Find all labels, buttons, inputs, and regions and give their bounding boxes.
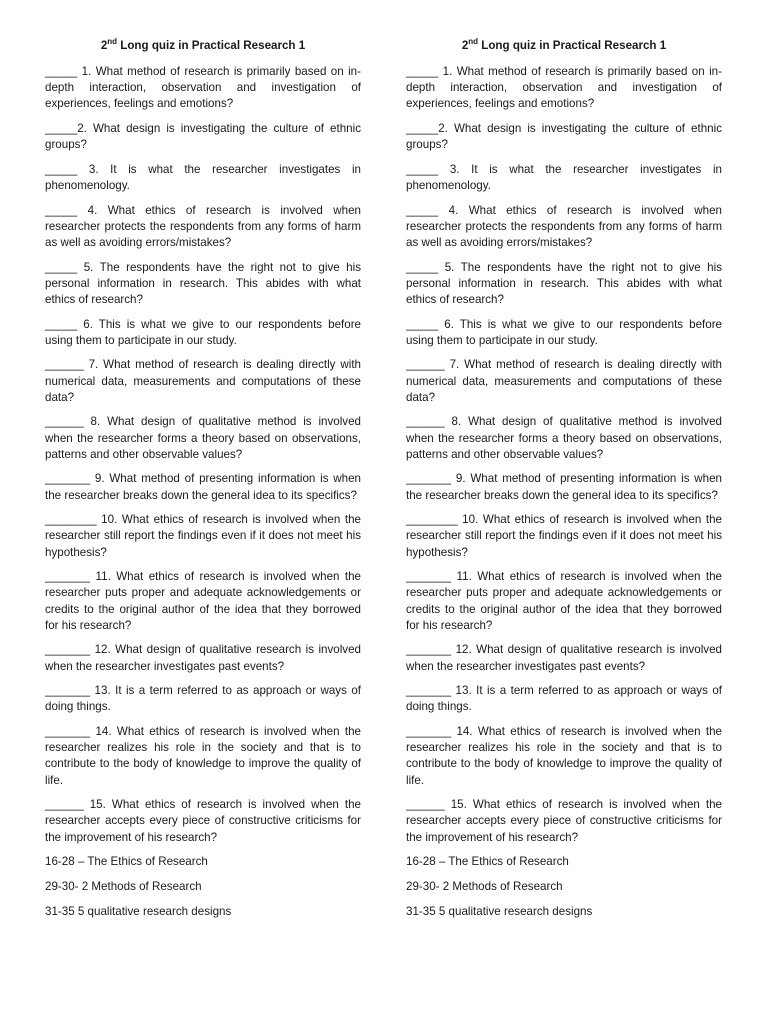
note-designs-range: 31-35 5 qualitative research designs: [45, 904, 232, 918]
question-13: _______ 13. It is a term referred to as approach or ways of doing things.: [406, 684, 722, 714]
question-14: _______ 14. What ethics of research is involved when the researcher realizes his role in the society and that is to contribute to the body of knowledge to improve the quality of life.: [45, 724, 361, 787]
question-2: _____2. What design is investigating the culture of ethnic groups?: [45, 122, 361, 152]
note-ethics-range: 16-28 – The Ethics of Research: [45, 855, 208, 869]
title-ordinal: 2: [100, 39, 108, 52]
question-5: _____ 5. The respondents have the right not to give his personal information in research. This abides with what ethics of research?: [406, 260, 722, 306]
note-ethics-range: 16-28 – The Ethics of Research: [406, 855, 569, 869]
question-10: ________ 10. What ethics of research is involved when the researcher still report the findings even if it does not meet his hypothesis?: [406, 513, 722, 559]
question-1: _____ 1. What method of research is primarily based on in-depth interaction, observation and investigation of experiences, feelings and emotions?: [406, 65, 722, 111]
quiz-title: [406, 38, 722, 56]
question-8: ______ 8. What design of qualitative method is involved when the researcher forms a theory based on observations, patterns and other observable values?: [45, 415, 361, 461]
question-12: _______ 12. What design of qualitative research is involved when the researcher investigates past events?: [45, 643, 361, 673]
quiz-copy-left: [45, 38, 361, 929]
quiz-title: [45, 38, 361, 56]
question-4: _____ 4. What ethics of research is involved when researcher protects the respondents from any forms of harm as well as avoiding errors/mistakes?: [45, 203, 361, 249]
question-4: _____ 4. What ethics of research is involved when researcher protects the respondents from any forms of harm as well as avoiding errors/mistakes?: [406, 203, 722, 249]
question-9: _______ 9. What method of presenting information is when the researcher breaks down the general idea to its specifics?: [45, 472, 361, 502]
title-ordinal-suffix: nd: [107, 37, 118, 47]
question-15: ______ 15. What ethics of research is involved when the researcher accepts every piece of constructive criticisms for the improvement of his research?: [406, 798, 722, 844]
title-ordinal: 2: [461, 39, 469, 52]
quiz-copy-right: [406, 38, 722, 929]
question-10: ________ 10. What ethics of research is involved when the researcher still report the findings even if it does not meet his hypothesis?: [45, 513, 361, 559]
question-3: _____ 3. It is what the researcher investigates in phenomenology.: [406, 162, 722, 192]
question-12: _______ 12. What design of qualitative research is involved when the researcher investigates past events?: [406, 643, 722, 673]
title-ordinal-suffix: nd: [468, 37, 479, 47]
question-9: _______ 9. What method of presenting information is when the researcher breaks down the general idea to its specifics?: [406, 472, 722, 502]
question-5: _____ 5. The respondents have the right not to give his personal information in research. This abides with what ethics of research?: [45, 260, 361, 306]
question-6: _____ 6. This is what we give to our respondents before using them to participate in our study.: [406, 317, 722, 347]
title-text: Long quiz in Practical Research 1: [117, 39, 306, 52]
question-3: _____ 3. It is what the researcher investigates in phenomenology.: [45, 162, 361, 192]
question-2: _____2. What design is investigating the culture of ethnic groups?: [406, 122, 722, 152]
note-methods-range: 29-30- 2 Methods of Research: [406, 880, 563, 894]
question-11: _______ 11. What ethics of research is involved when the researcher puts proper and adequate acknowledgements or credits to the original author of the idea that they borrowed for his research?: [406, 570, 722, 632]
title-text: Long quiz in Practical Research 1: [478, 39, 667, 52]
note-designs-range: 31-35 5 qualitative research designs: [406, 904, 593, 918]
question-1: _____ 1. What method of research is primarily based on in-depth interaction, observation and investigation of experiences, feelings and emotions?: [45, 65, 361, 111]
question-11: _______ 11. What ethics of research is involved when the researcher puts proper and adequate acknowledgements or credits to the original author of the idea that they borrowed for his research?: [45, 570, 361, 632]
question-8: ______ 8. What design of qualitative method is involved when the researcher forms a theory based on observations, patterns and other observable values?: [406, 415, 722, 461]
question-7: ______ 7. What method of research is dealing directly with numerical data, measurements and computations of these data?: [45, 358, 361, 404]
question-7: ______ 7. What method of research is dealing directly with numerical data, measurements and computations of these data?: [406, 358, 722, 404]
question-6: _____ 6. This is what we give to our respondents before using them to participate in our study.: [45, 317, 361, 347]
question-15: ______ 15. What ethics of research is involved when the researcher accepts every piece of constructive criticisms for the improvement of his research?: [45, 798, 361, 844]
question-14: _______ 14. What ethics of research is involved when the researcher realizes his role in the society and that is to contribute to the body of knowledge to improve the quality of life.: [406, 724, 722, 787]
question-13: _______ 13. It is a term referred to as approach or ways of doing things.: [45, 684, 361, 714]
note-methods-range: 29-30- 2 Methods of Research: [45, 880, 202, 894]
